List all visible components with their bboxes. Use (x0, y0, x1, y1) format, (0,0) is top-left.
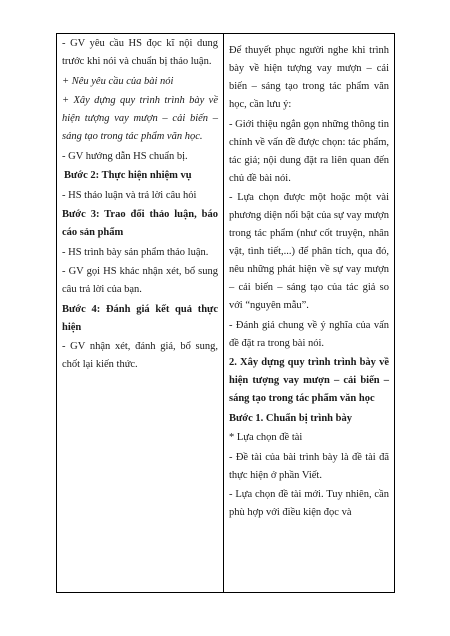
table-row (57, 34, 395, 593)
activity-paragraph: - GV hướng dẫn HS chuẩn bị. (62, 150, 188, 162)
content-paragraph: Để thuyết phục người nghe khi trình bày về hiện tượng vay mượn – cải biến – sáng tạo trong tác phẩm văn học, cần lưu ý: (229, 45, 389, 110)
content-paragraph: - Giới thiệu ngắn gọn những thông tin chính về vấn đề được chọn: tác phẩm, tác giả; nội dung đặt ra liên quan đến chủ đề bài nói. (229, 118, 389, 184)
activity-paragraph: - HS thảo luận và trả lời câu hỏi (62, 189, 197, 201)
activity-paragraph: + Nêu yêu cầu của bài nói (62, 75, 174, 87)
activity-paragraph: - GV nhận xét, đánh giá, bổ sung, chốt lại kiến thức. (62, 341, 218, 370)
content-table (56, 33, 395, 593)
activity-column (57, 34, 224, 593)
content-paragraph: * Lựa chọn đề tài (229, 432, 303, 443)
activity-paragraph: + Xây dựng quy trình trình bày về hiện tượng vay mượn – cải biến – sáng tạo trong tác phẩm văn học. (62, 95, 218, 142)
content-paragraph: 2. Xây dựng quy trình trình bày về hiện tượng vay mượn – cải biến – sáng tạo trong tác phẩm văn học (229, 357, 389, 404)
activity-paragraph: - HS trình bày sản phẩm thảo luận. (62, 246, 209, 258)
content-paragraph: - Đề tài của bài trình bày là đề tài đã thực hiện ở phần Viết. (229, 451, 389, 481)
activity-paragraph: - GV gọi HS khác nhận xét, bổ sung câu trả lời của bạn. (62, 266, 218, 295)
content-column (224, 34, 395, 593)
activity-paragraph: - GV yêu cầu HS đọc kĩ nội dung trước khi nói và chuẩn bị thảo luận. (62, 38, 218, 67)
activity-paragraph: Bước 2: Thực hiện nhiệm vụ (64, 170, 192, 181)
content-paragraph: - Lựa chọn đề tài mới. Tuy nhiên, cần phù hợp với điều kiện đọc và (229, 489, 389, 518)
content-paragraph: Bước 1. Chuẩn bị trình bày (229, 412, 352, 424)
content-paragraph: - Đánh giá chung về ý nghĩa của vấn đề đặt ra trong bài nói. (229, 319, 389, 349)
activity-cell (57, 34, 223, 374)
content-cell (224, 34, 394, 522)
activity-paragraph: Bước 3: Trao đổi thảo luận, báo cáo sản phẩm (62, 209, 218, 238)
content-paragraph: - Lựa chọn được một hoặc một vài phương diện nổi bật của sự vay mượn trong tác phẩm (như cốt truyện, nhân vật, tình tiết,...) để phân tích, qua đó, nêu những phát hiện về sự vay mượn – cải biến – sáng tạo của tác giả so với “nguyên mẫu”. (229, 192, 389, 311)
activity-paragraph: Bước 4: Đánh giá kết quả thực hiện (62, 303, 218, 333)
